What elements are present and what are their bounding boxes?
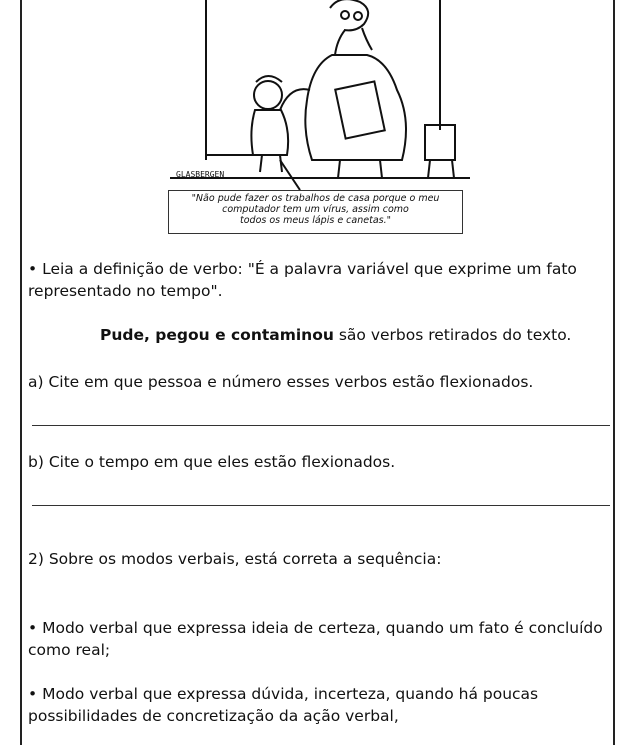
verbs-sentence-rest: são verbos retirados do texto.	[333, 326, 572, 344]
bullet: •	[28, 619, 38, 637]
caption-line: todos os meus lápis e canetas."	[240, 215, 391, 226]
bullet: •	[28, 685, 38, 703]
mode-line: como real;	[28, 641, 111, 659]
definition-line: Leia a definição de verbo: "É a palavra variável que exprime um fato	[42, 260, 577, 278]
question-b: b) Cite o tempo em que eles estão flexionados.	[28, 453, 396, 471]
caption-line: computador tem um vírus, assim como	[222, 204, 409, 215]
answer-line-a[interactable]	[32, 425, 610, 426]
definition-line: representado no tempo".	[28, 282, 223, 300]
caption-line: "Não pude fazer os trabalhos de casa porque o meu	[191, 193, 440, 204]
cartoon-caption	[168, 190, 463, 234]
mode-option-2	[28, 683, 608, 727]
verb-definition	[28, 258, 608, 302]
cartoon-signature: GLASBERGEN	[176, 170, 225, 179]
mode-line: Modo verbal que expressa dúvida, incerteza, quando há poucas	[42, 685, 539, 703]
page-right-border	[613, 0, 615, 745]
question-2: 2) Sobre os modos verbais, está correta a sequência:	[28, 550, 442, 568]
bullet: •	[28, 260, 38, 278]
page-left-border	[20, 0, 22, 745]
verbs-list: Pude, pegou e contaminou	[100, 326, 334, 344]
answer-line-b[interactable]	[32, 505, 610, 506]
mode-line: possibilidades de concretização da ação verbal,	[28, 707, 399, 725]
mode-option-1	[28, 617, 608, 661]
cartoon-illustration	[140, 0, 480, 190]
mode-line: Modo verbal que expressa ideia de certeza, quando um fato é concluído	[42, 619, 603, 637]
verbs-sentence	[100, 324, 600, 346]
question-a: a) Cite em que pessoa e número esses verbos estão flexionados.	[28, 373, 534, 391]
